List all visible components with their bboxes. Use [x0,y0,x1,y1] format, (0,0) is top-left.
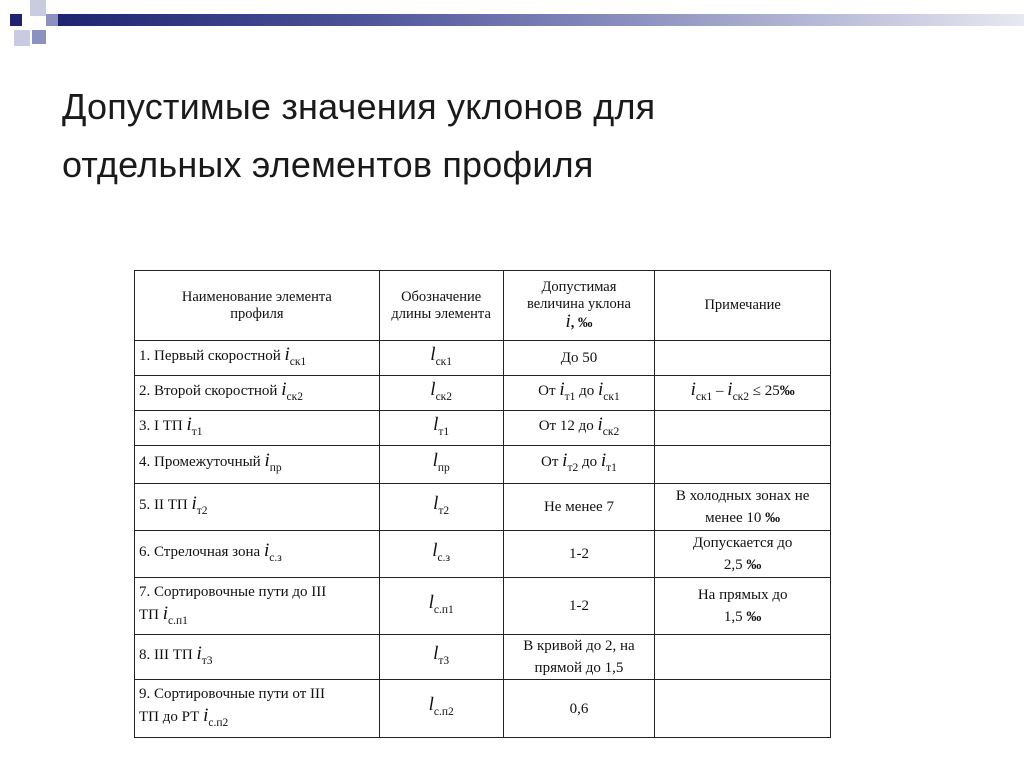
row-name: 9. Сортировочные пути от III ТП до РТ $i_{с.п2}$ [135,680,380,738]
header-allowed-line1: Допустимая [541,279,617,295]
header-allowed-unit: , ‰ [570,315,593,331]
header-note: Примечание [655,271,831,341]
row-length: $l_{с.п2}$ [379,680,503,738]
row-note: В холодных зонах не менее 10 ‰ [655,484,831,531]
header-designation: Обозначение длины элемента [379,271,503,341]
header-gradient-bar [58,14,1024,26]
row-name: 2. Второй скоростной $i_{ск2}$ [135,376,380,411]
row-length: $l_{т3}$ [379,635,503,680]
corner-square-mid-2 [32,30,46,44]
row-note [655,411,831,446]
row-length: $l_{с.п1}$ [379,578,503,635]
table-row [135,635,831,680]
header-allowed-symbol: i [565,311,571,332]
table-row [135,578,831,635]
row-allowed: Не менее 7 [503,484,655,531]
table-row [135,531,831,578]
row-note: $i_{ск1} - i_{ск2}$ ≤ 25‰ [655,376,831,411]
slide-title [62,78,962,194]
row-allowed: От 12 до $i_{ск2}$ [503,411,655,446]
row-length: $l_{т1}$ [379,411,503,446]
row-name: 4. Промежуточный $i_{пр}$ [135,446,380,484]
corner-square-mid [46,14,58,26]
row-name: 5. II ТП $i_{т2}$ [135,484,380,531]
corner-square-light-2 [14,30,30,46]
row-length: $l_{ск1}$ [379,341,503,376]
row-allowed: 1-2 [503,578,655,635]
title-line-2: отдельных элементов профиля [62,144,594,185]
corner-square-light [30,0,46,16]
table-header-row [135,271,831,341]
row-note [655,680,831,738]
header-name: Наименование элемента профиля [135,271,380,341]
row-name: 8. III ТП $i_{т3}$ [135,635,380,680]
corner-square-dark [10,14,22,26]
row-length: $l_{т2}$ [379,484,503,531]
row-length: $l_{пр}$ [379,446,503,484]
slopes-table [134,270,831,738]
row-allowed: До 50 [503,341,655,376]
row-length: $l_{с.з}$ [379,531,503,578]
table-row [135,376,831,411]
row-name: 7. Сортировочные пути до III ТП $i_{с.п1}$ [135,578,380,635]
table-row [135,484,831,531]
table-row [135,680,831,738]
row-allowed: 1-2 [503,531,655,578]
header-allowed [503,271,655,341]
row-note [655,446,831,484]
row-allowed: От $i_{т2}$ до $i_{т1}$ [503,446,655,484]
row-length: $l_{ск2}$ [379,376,503,411]
table-row [135,341,831,376]
title-line-1: Допустимые значения уклонов для [62,86,656,127]
row-name: 6. Стрелочная зона $i_{с.з}$ [135,531,380,578]
header-allowed-line2: величина уклона [526,296,631,312]
row-note [655,341,831,376]
row-allowed: 0,6 [503,680,655,738]
row-name: 3. I ТП $i_{т1}$ [135,411,380,446]
row-note: Допускается до 2,5 ‰ [655,531,831,578]
row-name: 1. Первый скоростной $i_{ск1}$ [135,341,380,376]
row-note [655,635,831,680]
table-row [135,446,831,484]
table-row [135,411,831,446]
row-allowed: В кривой до 2, на прямой до 1,5 [503,635,655,680]
row-allowed: От $i_{т1}$ до $i_{ск1}$ [503,376,655,411]
row-note: На прямых до 1,5 ‰ [655,578,831,635]
